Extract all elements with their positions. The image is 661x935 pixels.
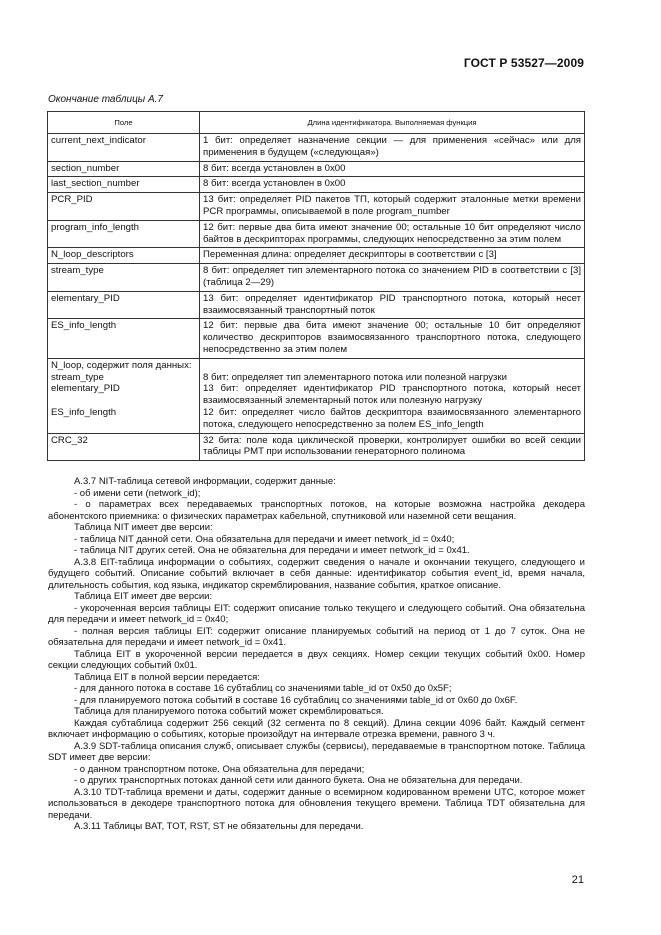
field-name: elementary_PID — [51, 383, 120, 395]
field-name: program_info_length — [51, 221, 140, 233]
field-name-cell — [48, 161, 200, 177]
field-name: N_loop_descriptors — [51, 249, 134, 261]
field-name-cell — [48, 134, 200, 162]
paragraph: Таблица EIT имеет две версии: — [74, 591, 213, 602]
field-name: section_number — [51, 162, 120, 174]
paragraph: Таблица EIT в укороченной версии передается в двух секциях. Номер секции текущих событий 0x00. Номер секции следующих событий 0x01. — [48, 648, 585, 671]
field-description: 13 бит: определяет идентификатор PID транспортного потока, который несет взаимосвязанный элементарный поток или полезную нагрузку — [203, 383, 581, 407]
table-row — [48, 358, 585, 433]
field-description — [203, 360, 581, 372]
paragraph: А.3.10 TDT-таблица времени и даты, содержит данные о всемирном кодированном времени UTC, которое может использоваться в декодере транспортного потока для обновления текущего времени. Таблица TDT обязательна для передачи. — [48, 786, 585, 821]
field-description: 8 бит: всегда установлен в 0x00 — [203, 178, 346, 190]
field-name-cell — [48, 193, 200, 221]
field-description-cell — [200, 220, 585, 248]
field-description: 8 бит: определяет тип элементарного потока или полезной нагрузки — [203, 371, 507, 383]
field-description: 8 бит: всегда установлен в 0x00 — [203, 162, 346, 174]
field-description-cell — [200, 264, 585, 292]
paragraph: - для планируемого потока событий в составе 16 субтаблиц со значениями table_id от 0x60 до 0x6F. — [74, 694, 518, 706]
paragraph: - таблица NIT данной сети. Она обязательна для передачи и имеет network_id = 0x40; — [74, 533, 455, 545]
table-row — [48, 248, 585, 264]
paragraph: Таблица EIT в полной версии передается: — [74, 671, 260, 683]
field-name: stream_type — [51, 265, 104, 277]
paragraph: Каждая субтаблица содержит 256 секций (32 сегмента по 8 секций). Длина секции 4096 байт. Каждый сегмент включает информацию о событиях, которые произойдут на интервале отрезка времени, равного 3 ч. — [48, 717, 585, 740]
table-row — [48, 433, 585, 461]
paragraph: - об имени сети (network_id); — [74, 487, 201, 499]
body-text — [48, 476, 585, 833]
column-header-field: Поле — [48, 112, 200, 134]
field-description: 8 бит: определяет тип элементарного потока со значением PID в соответствии с [3] (таблица 2—29) — [203, 265, 581, 288]
field-description-cell — [200, 248, 585, 264]
field-description: 12 бит: первые два бита имеют значение 00; остальные 10 бит определяют число байтов в дескрипторах программы, следующих непосредственно за этим полем — [203, 221, 581, 245]
field-name: current_next_indicator — [51, 135, 146, 146]
field-name-cell — [48, 220, 200, 248]
field-name-cell — [48, 264, 200, 292]
field-description: Переменная длина: определяет дескрипторы в соответствии с [3] — [203, 249, 497, 261]
field-name: elementary_PID — [51, 292, 120, 304]
field-name-cell — [48, 319, 200, 358]
paragraph: А.3.8 EIT-таблица информации о событиях, содержит сведения о начале и окончании текущего, следующего и будущего событий. Описание событий включает в себя данные: идентификатор события event_id, время начала, длительность события, код языка, индикатор скремблирования, название события, краткое описание. — [48, 556, 585, 591]
field-description-cell — [200, 291, 585, 319]
table-row — [48, 319, 585, 358]
field-name — [51, 395, 196, 407]
paragraph: - о других транспортных потоках данной сети или данного букета. Она не обязательна для передачи. — [74, 775, 523, 786]
paragraph: А.3.11 Таблицы BAT, TOT, RST, ST не обязательны для передачи. — [74, 821, 364, 832]
field-name: ES_info_length — [51, 320, 117, 332]
table-body — [48, 134, 585, 461]
field-description: 12 бит: первые два бита имеют значение 00; остальные 10 бит определяют количество дескрипторов взаимосвязанного транспортного потока, следующего непосредственно за этим полем — [203, 320, 581, 355]
field-description: 1 бит: определяет назначение секции — для применения «сейчас» или для применения в будущем («следующая») — [203, 135, 581, 158]
paragraph: - таблица NIT других сетей. Она не обязательна для передачи и имеет network_id = 0x41. — [74, 545, 470, 556]
table-row — [48, 177, 585, 193]
paragraph: Таблица NIT имеет две версии: — [74, 522, 213, 533]
table-row — [48, 193, 585, 221]
paragraph: - о данном транспортном потоке. Она обязательна для передачи; — [74, 763, 365, 775]
field-name-cell — [48, 177, 200, 193]
column-header-description: Длина идентификатора. Выполняемая функция — [200, 112, 585, 134]
paragraph: А.3.7 NIT-таблица сетевой информации, содержит данные: — [74, 476, 336, 487]
paragraph: Таблица для планируемого потока событий может скремблироваться. — [74, 706, 384, 717]
field-name-cell — [48, 248, 200, 264]
table-row — [48, 220, 585, 248]
paragraph: - укороченная версия таблицы EIT: содержит описание только текущего и следующего событий. Она обязательна для передачи и имеет network_id = 0x40; — [48, 602, 585, 625]
field-description: 13 бит: определяет PID пакетов ТП, который содержит эталонные метки времени PCR программы, описываемой в поле program_number — [203, 194, 581, 217]
table-row — [48, 134, 585, 162]
page-number: 21 — [571, 874, 584, 886]
table-header-row — [48, 112, 585, 134]
field-description-cell — [200, 177, 585, 193]
field-name: CRC_32 — [51, 434, 88, 446]
field-description-cell — [200, 433, 585, 461]
field-description-cell — [200, 319, 585, 358]
table-caption: Окончание таблицы А.7 — [48, 94, 163, 105]
field-description: 12 бит: определяет число байтов дескриптора взаимосвязанного элементарного потока, следующего непосредственно за полем ES_info_length — [203, 406, 581, 430]
field-name-cell — [48, 358, 200, 433]
fields-table — [47, 111, 585, 461]
field-name-cell — [48, 433, 200, 461]
paragraph: - полная версия таблицы EIT: содержит описание планируемых событий на период от 1 до 7 суток. Она не обязательна для передачи и имеет network_id = 0x41. — [48, 625, 585, 648]
field-name: ES_info_length — [51, 406, 117, 418]
field-description: 13 бит: определяет идентификатор PID транспортного потока, который несет взаимосвязанный транспортный поток — [203, 292, 581, 316]
field-description-cell — [200, 134, 585, 162]
field-name-cell — [48, 291, 200, 319]
table-row — [48, 161, 585, 177]
paragraph: - о параметрах всех передаваемых транспортных потоков, на которые возможна настройка декодера абонентского приемника: о физических параметрах кабельной, спутниковой или наземной сети вещания. — [48, 499, 585, 522]
field-description-cell — [200, 161, 585, 177]
field-description: 32 бита: поле кода циклической проверки, контролирует ошибки во всей секции таблицы PMT при использовании генераторного полинома — [203, 434, 581, 458]
paragraph: - для данного потока в составе 16 субтаблиц со значениями table_id от 0x50 до 0x5F; — [74, 683, 452, 694]
field-description-cell — [200, 193, 585, 221]
field-name: stream_type — [51, 371, 104, 383]
field-name: PCR_PID — [51, 194, 93, 206]
field-description-cell — [200, 358, 585, 433]
standard-designation: ГОСТ Р 53527—2009 — [463, 56, 584, 70]
field-name: last_section_number — [51, 178, 140, 190]
table-row — [48, 264, 585, 292]
paragraph: А.3.9 SDT-таблица описания служб, описывает службы (сервисы), передаваемые в транспортном потоке. Таблица SDT имеет две версии: — [48, 740, 585, 763]
field-name: N_loop, содержит поля данных: — [51, 359, 192, 371]
table-row — [48, 291, 585, 319]
